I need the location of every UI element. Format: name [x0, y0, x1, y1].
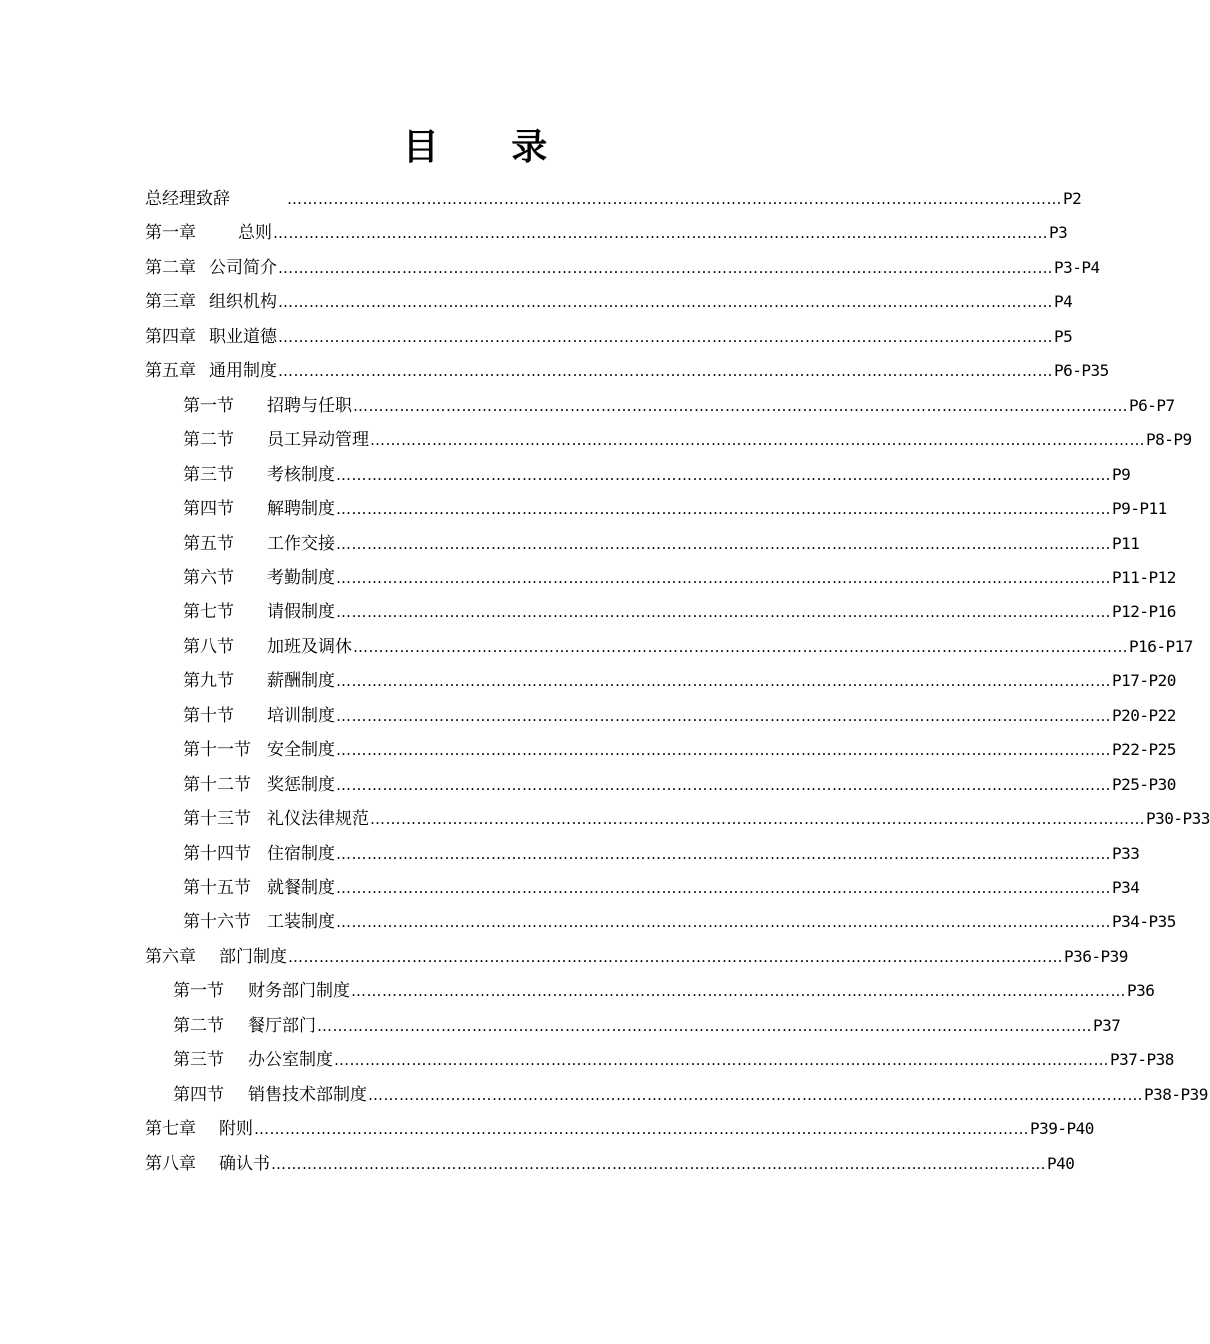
toc-entry-title: 薪酬制度 — [267, 671, 335, 692]
toc-entry-page: P6-P35 — [1054, 361, 1109, 381]
toc-entry — [183, 876, 1140, 900]
toc-leader-dots: …………………………………………………………………………………………………………………………………… — [278, 327, 1053, 346]
toc-entry — [183, 807, 1210, 831]
toc-entry-page: P11 — [1112, 533, 1140, 553]
toc-entry-page: P20-P22 — [1112, 705, 1176, 725]
toc-entry-label: 第七节 — [183, 602, 234, 623]
toc-entry-title: 考勤制度 — [267, 567, 335, 588]
toc-entry — [145, 1117, 1094, 1141]
toc-leader-dots: …………………………………………………………………………………………………………………………………… — [351, 982, 1126, 1001]
toc-entry-title: 餐厅部门 — [248, 1015, 316, 1036]
toc-leader-dots: …………………………………………………………………………………………………………………………………… — [278, 362, 1053, 381]
toc-leader-dots: …………………………………………………………………………………………………………………………………… — [336, 913, 1111, 932]
toc-leader-dots: …………………………………………………………………………………………………………………………………… — [336, 465, 1111, 484]
toc-entry-title: 确认书 — [219, 1153, 270, 1174]
toc-entry-label: 第六节 — [183, 567, 234, 588]
toc-entry-page: P36-P39 — [1064, 946, 1128, 966]
toc-leader-dots: …………………………………………………………………………………………………………………………………… — [336, 500, 1111, 519]
toc-entry-label: 总经理致辞 — [145, 189, 230, 209]
toc-entry-page: P5 — [1054, 326, 1073, 346]
toc-entry-page: P40 — [1047, 1153, 1075, 1173]
toc-entry — [173, 1048, 1174, 1072]
toc-leader-dots: …………………………………………………………………………………………………………………………………… — [336, 775, 1111, 794]
toc-entry-page: P39-P40 — [1030, 1119, 1094, 1139]
toc-entry-label: 第五章 — [145, 361, 196, 382]
toc-entry-title: 组织机构 — [209, 292, 277, 313]
toc-leader-dots: …………………………………………………………………………………………………………………………………… — [336, 706, 1111, 725]
toc-entry-page: P3 — [1049, 223, 1068, 243]
toc-leader-dots: …………………………………………………………………………………………………………………………………… — [288, 947, 1063, 966]
toc-entry-label: 第一节 — [173, 981, 224, 1002]
toc-entry-label: 第八节 — [183, 636, 234, 657]
toc-entry-title: 工装制度 — [267, 912, 335, 933]
toc-leader-dots: …………………………………………………………………………………………………………………………………… — [278, 258, 1053, 277]
toc-entry-page: P33 — [1112, 843, 1140, 863]
toc-entry — [183, 704, 1176, 728]
toc-entry — [173, 1014, 1121, 1038]
toc-entry-title: 安全制度 — [267, 740, 335, 761]
toc-entry-label: 第十六节 — [183, 912, 251, 933]
toc-entry-label: 第十五节 — [183, 878, 251, 898]
toc-entry-page: P8-P9 — [1146, 430, 1192, 450]
toc-leader-dots: …………………………………………………………………………………………………………………………………… — [336, 672, 1111, 691]
toc-entry-label: 第五节 — [183, 533, 234, 554]
toc-leader-dots: …………………………………………………………………………………………………………………………………… — [353, 396, 1128, 415]
toc-entry — [183, 773, 1176, 797]
toc-entry-page: P12-P16 — [1112, 602, 1176, 622]
toc-entry-page: P36 — [1127, 981, 1155, 1001]
toc-leader-dots: …………………………………………………………………………………………………………………………………… — [273, 224, 1048, 243]
toc-entry-title: 总则 — [238, 223, 272, 244]
toc-entry-label: 第七章 — [145, 1119, 196, 1140]
toc-entry-title: 培训制度 — [267, 705, 335, 726]
toc-entry-title: 通用制度 — [209, 361, 277, 382]
toc-entry-page: P37-P38 — [1110, 1050, 1174, 1070]
toc-entry-page: P4 — [1054, 292, 1073, 312]
toc-entry-page: P22-P25 — [1112, 740, 1176, 760]
toc-entry-page: P17-P20 — [1112, 671, 1176, 691]
toc-entry-page: P11-P12 — [1112, 567, 1176, 587]
toc-entry-label: 第二章 — [145, 257, 196, 278]
toc-leader-dots: …………………………………………………………………………………………………………………………………… — [336, 879, 1111, 897]
toc-entry-label: 第三节 — [173, 1050, 224, 1071]
toc-entry-label: 第十二节 — [183, 774, 251, 795]
toc-entry-label: 第九节 — [183, 671, 234, 692]
toc-leader-dots: …………………………………………………………………………………………………………………………………… — [336, 534, 1111, 553]
toc-entry-label: 第十四节 — [183, 843, 251, 864]
toc-leader-dots: …………………………………………………………………………………………………………………………………… — [370, 431, 1145, 450]
toc-entry — [145, 1152, 1075, 1176]
toc-entry-title: 工作交接 — [267, 533, 335, 554]
toc-entry-label: 第二节 — [183, 430, 234, 451]
toc-entry — [183, 842, 1140, 866]
toc-entry-title: 住宿制度 — [267, 843, 335, 864]
toc-entry — [183, 669, 1176, 693]
toc-entry-page: P38-P39 — [1144, 1084, 1208, 1104]
toc-entry-title: 奖惩制度 — [267, 774, 335, 795]
toc-entry-label: 第四节 — [183, 499, 234, 520]
toc-entry-label: 第十三节 — [183, 809, 251, 830]
toc-entry-page: P6-P7 — [1129, 395, 1175, 415]
toc-entry-title: 礼仪法律规范 — [267, 809, 369, 830]
page-title: 目 录 — [402, 127, 578, 168]
toc-entry-page: P37 — [1093, 1015, 1121, 1035]
toc-entry — [183, 463, 1131, 487]
toc-entry-page: P2 — [1063, 189, 1082, 208]
toc-entry — [145, 187, 1082, 211]
toc-entry — [183, 635, 1193, 659]
toc-leader-dots: …………………………………………………………………………………………………………………………………… — [336, 603, 1111, 622]
toc-entry-title: 办公室制度 — [248, 1050, 333, 1071]
toc-entry — [173, 979, 1155, 1003]
toc-leader-dots: …………………………………………………………………………………………………………………………………… — [287, 190, 1062, 208]
toc-entry-page: P34-P35 — [1112, 912, 1176, 932]
toc-leader-dots: …………………………………………………………………………………………………………………………………… — [271, 1154, 1046, 1173]
toc-entry-label: 第三节 — [183, 464, 234, 485]
toc-entry — [145, 325, 1073, 349]
toc-entry-page: P25-P30 — [1112, 774, 1176, 794]
toc-entry-title: 财务部门制度 — [248, 981, 350, 1002]
toc-entry-page: P30-P33 — [1146, 809, 1210, 829]
toc-entry-page: P9 — [1112, 464, 1131, 484]
toc-leader-dots: …………………………………………………………………………………………………………………………………… — [336, 568, 1111, 587]
toc-leader-dots: …………………………………………………………………………………………………………………………………… — [336, 741, 1111, 760]
toc-leader-dots: …………………………………………………………………………………………………………………………………… — [334, 1051, 1109, 1070]
toc-entry — [145, 221, 1068, 245]
toc-entry-label: 第一章 — [145, 223, 196, 244]
toc-entry-title: 公司简介 — [209, 257, 277, 278]
toc-entry — [183, 600, 1176, 624]
toc-entry-title: 员工异动管理 — [267, 430, 369, 451]
toc-leader-dots: …………………………………………………………………………………………………………………………………… — [336, 844, 1111, 863]
toc-entry-label: 第四章 — [145, 326, 196, 347]
toc-entry-label: 第二节 — [173, 1015, 224, 1036]
toc-entry — [173, 1083, 1208, 1107]
toc-entry-title: 就餐制度 — [267, 878, 335, 898]
toc-leader-dots: …………………………………………………………………………………………………………………………………… — [353, 637, 1128, 656]
toc-entry-title: 职业道德 — [209, 326, 277, 347]
toc-entry — [183, 566, 1176, 590]
toc-entry — [145, 945, 1128, 969]
toc-entry-page: P9-P11 — [1112, 499, 1167, 519]
toc-entry-title: 请假制度 — [267, 602, 335, 623]
toc-entry — [183, 738, 1176, 762]
toc-entry-label: 第四节 — [173, 1084, 224, 1105]
toc-leader-dots: …………………………………………………………………………………………………………………………………… — [317, 1016, 1092, 1035]
toc-entry-title: 加班及调休 — [267, 636, 352, 657]
toc-leader-dots: …………………………………………………………………………………………………………………………………… — [368, 1085, 1143, 1104]
toc-entry — [145, 256, 1100, 280]
toc-entry-label: 第一节 — [183, 395, 234, 416]
toc-entry — [145, 359, 1109, 383]
toc-entry-page: P16-P17 — [1129, 636, 1193, 656]
toc-entry-title: 考核制度 — [267, 464, 335, 485]
toc-entry-title: 销售技术部制度 — [248, 1084, 367, 1105]
toc-entry-title: 部门制度 — [219, 946, 287, 967]
toc-entry — [145, 290, 1073, 314]
toc-entry — [183, 532, 1140, 556]
toc-leader-dots: …………………………………………………………………………………………………………………………………… — [254, 1120, 1029, 1139]
toc-leader-dots: …………………………………………………………………………………………………………………………………… — [370, 810, 1145, 829]
toc-entry — [183, 394, 1175, 418]
toc-entry-title: 招聘与任职 — [267, 395, 352, 416]
toc-entry-title: 附则 — [219, 1119, 253, 1140]
toc-entry-label: 第六章 — [145, 946, 196, 967]
toc-entry-page: P3-P4 — [1054, 257, 1100, 277]
toc-leader-dots: …………………………………………………………………………………………………………………………………… — [278, 293, 1053, 312]
toc-entry — [183, 497, 1167, 521]
toc-entry-label: 第十一节 — [183, 740, 251, 761]
toc-entry-page: P34 — [1112, 878, 1140, 897]
toc-entry-title: 解聘制度 — [267, 499, 335, 520]
toc-entry-label: 第八章 — [145, 1153, 196, 1174]
toc-entry-label: 第三章 — [145, 292, 196, 313]
toc-entry — [183, 910, 1176, 934]
toc-entry-label: 第十节 — [183, 705, 234, 726]
toc-entry — [183, 428, 1192, 452]
